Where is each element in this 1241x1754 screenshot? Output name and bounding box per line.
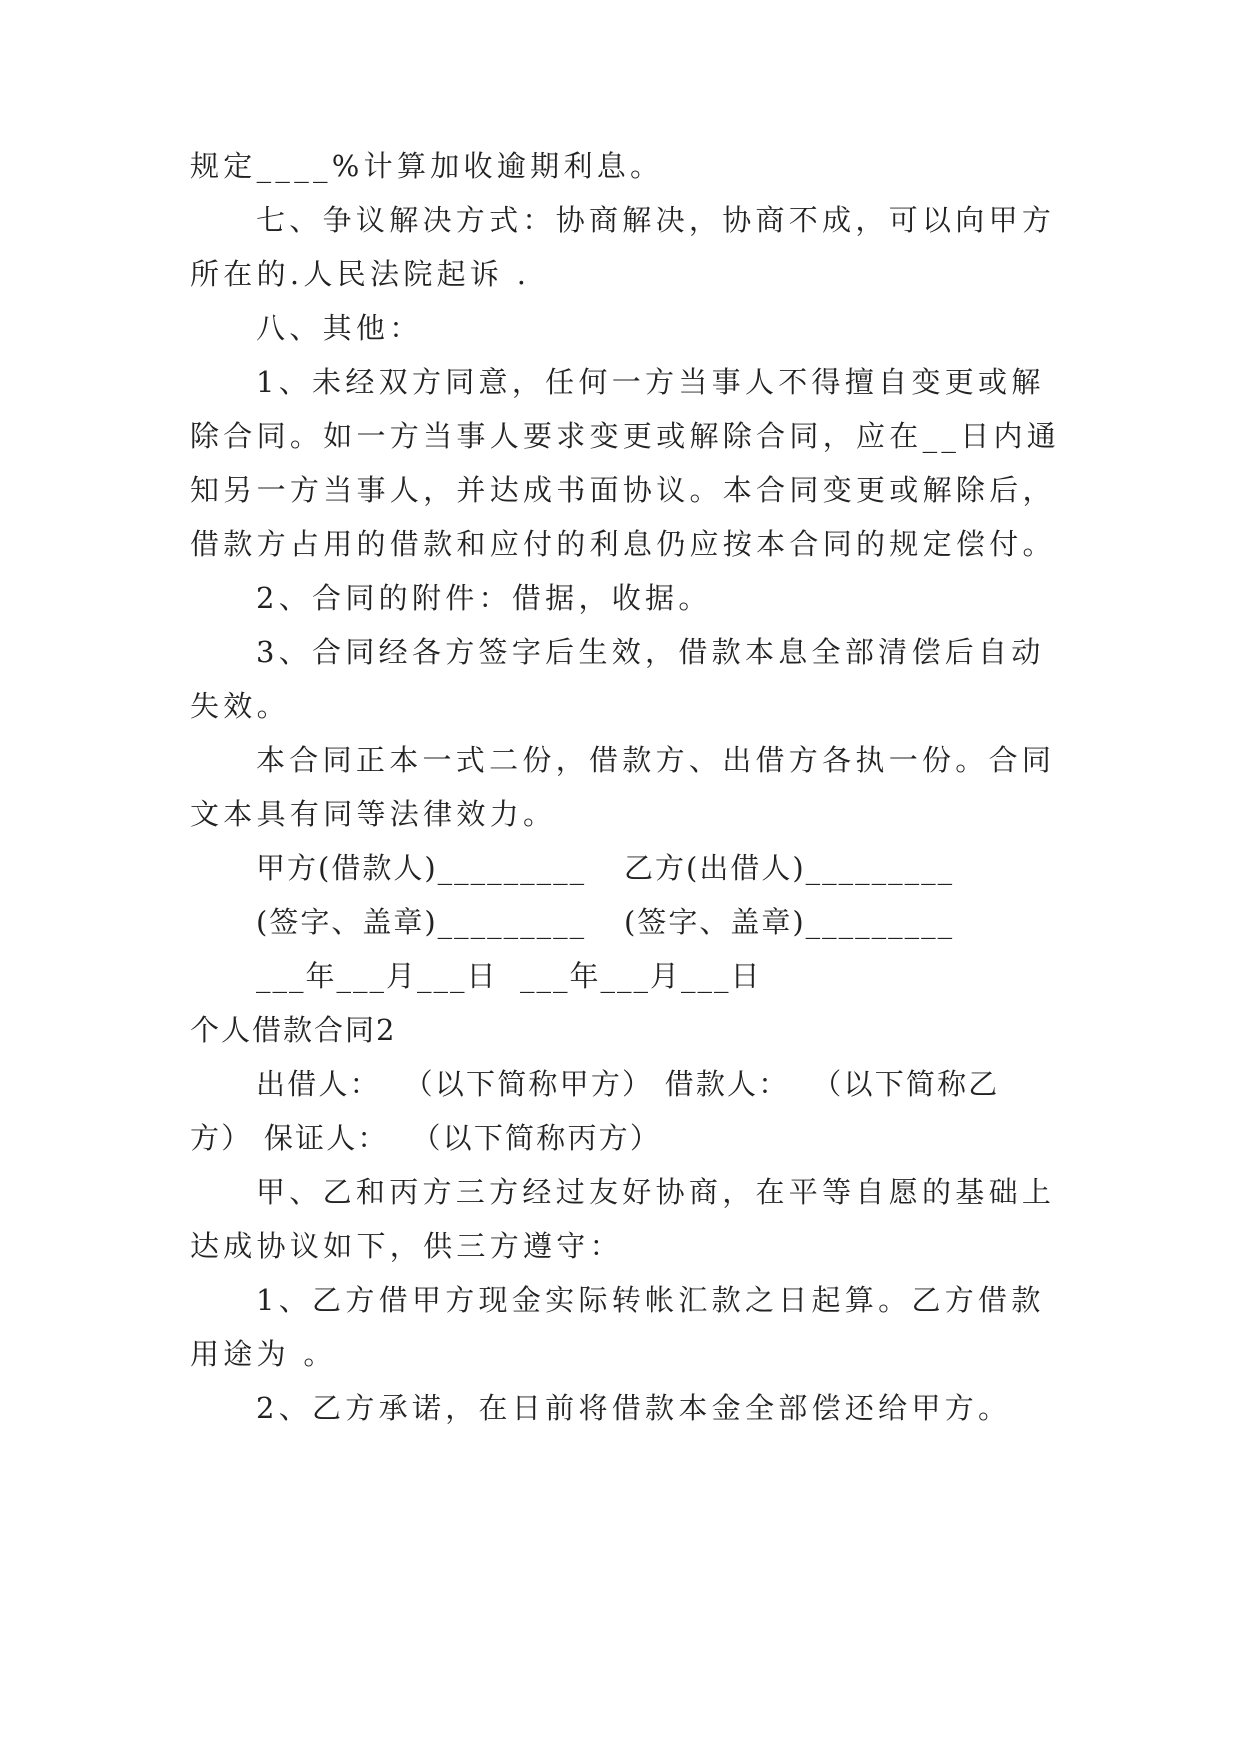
text-line: 所在的.人民法院起诉 . bbox=[190, 257, 531, 291]
party-b-date: ___年___月___日 bbox=[520, 959, 762, 993]
text-line: 用途为 。 bbox=[190, 1337, 337, 1371]
text-line: 规定____%计算加收逾期利息。 bbox=[190, 149, 664, 183]
text-line: 1、未经双方同意，任何一方当事人不得擅自变更或解 bbox=[256, 365, 1045, 399]
text-line: 出借人： （以下简称甲方） 借款人： （以下简称乙 bbox=[256, 1067, 1000, 1101]
text-line: 除合同。如一方当事人要求变更或解除合同，应在__日内通 bbox=[190, 419, 1061, 453]
text-line: 1、乙方借甲方现金实际转帐汇款之日起算。乙方借款 bbox=[256, 1283, 1045, 1317]
text-line: 2、合同的附件：借据，收据。 bbox=[256, 581, 712, 615]
contract-2-heading: 个人借款合同2 bbox=[190, 1013, 397, 1047]
text-line: 七、争议解决方式：协商解决，协商不成，可以向甲方 bbox=[256, 203, 1056, 237]
text-line: 本合同正本一式二份，借款方、出借方各执一份。合同 bbox=[256, 743, 1056, 777]
text-line: 3、合同经各方签字后生效，借款本息全部清偿后自动 bbox=[256, 635, 1045, 669]
text-line: 甲、乙和丙方三方经过友好协商，在平等自愿的基础上 bbox=[256, 1175, 1056, 1209]
text-line: 失效。 bbox=[190, 689, 290, 723]
party-a-date: ___年___月___日 bbox=[256, 959, 498, 993]
party-b-signature: 乙方(出借人)_________ bbox=[624, 851, 955, 885]
party-a-seal: (签字、盖章)_________ bbox=[256, 905, 587, 939]
text-line: 方） 保证人： （以下简称丙方） bbox=[190, 1121, 662, 1155]
text-line: 达成协议如下，供三方遵守： bbox=[190, 1229, 623, 1263]
party-b-seal: (签字、盖章)_________ bbox=[624, 905, 955, 939]
text-line: 八、其他： bbox=[256, 311, 423, 345]
text-line: 借款方占用的借款和应付的利息仍应按本合同的规定偿付。 bbox=[190, 527, 1056, 561]
text-line: 文本具有同等法律效力。 bbox=[190, 797, 557, 831]
text-line: 2、乙方承诺，在日前将借款本金全部偿还给甲方。 bbox=[256, 1391, 1012, 1425]
party-a-signature: 甲方(借款人)_________ bbox=[256, 851, 587, 885]
text-line: 知另一方当事人，并达成书面协议。本合同变更或解除后， bbox=[190, 473, 1056, 507]
